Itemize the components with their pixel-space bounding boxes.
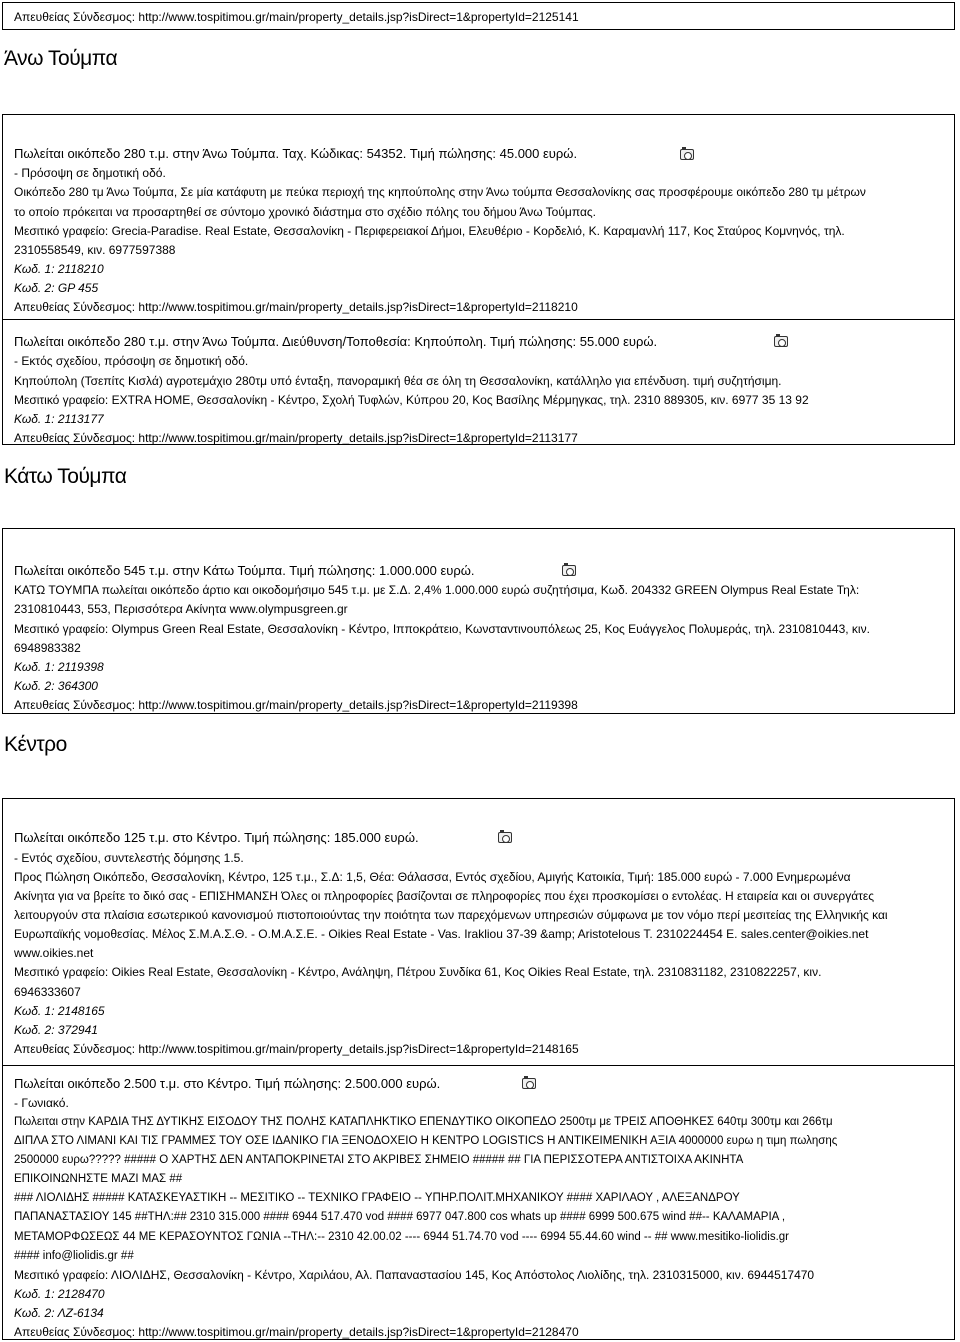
agency-info: Μεσιτικό γραφείο: Olympus Green Real Estate, Θεσσαλονίκη - Κέντρο, Ιπποκράτειο, Κωνσταντινουπόλεως 25, Κος Ευάγγελος Πολυμεράς, τηλ. 2310810443, κιν. [14,622,870,636]
code-1: Κωδ. 1: 2118210 [14,262,104,276]
listing-description: ΚΑΤΩ ΤΟΥΜΠΑ πωλείται οικόπεδο άρτιο και οικοδομήσιμο 545 τ.μ. με Σ.Δ. 2,4% 1.000.000 ευρώ συζητήσιμα, Κωδ. 204332 GREEN Olympus Real Estate Τηλ: [14,583,860,597]
listing-title: Πωλείται οικόπεδο 2.500 τ.μ. στο Κέντρο. Τιμή πώλησης: 2.500.000 ευρώ. [14,1076,441,1091]
listing-title: Πωλείται οικόπεδο 545 τ.μ. στην Κάτω Τούμπα. Τιμή πώλησης: 1.000.000 ευρώ. [14,563,475,578]
agency-info: Μεσιτικό γραφείο: Oikies Real Estate, Θεσσαλονίκη - Κέντρο, Ανάληψη, Πέτρου Συνδίκα 61, Κος Oikies Real Estate, τηλ. 2310831182, 2310822257, κιν. [14,965,822,979]
agency-info: Μεσιτικό γραφείο: EXTRA HOME, Θεσσαλονίκη - Κέντρο, Σχολή Τυφλών, Κύπρου 20, Κος Βασίλης Μέρμηγκας, τηλ. 2310 889305, κιν. 6977 35 13 92 [14,393,809,407]
listing-title: Πωλείται οικόπεδο 280 τ.μ. στην Άνω Τούμπα. Ταχ. Κώδικας: 54352. Τιμή πώλησης: 45.000 ευρώ. [14,146,578,161]
listing-description: 2310810443, 553, Περισσότερα Ακίνητα www.olympusgreen.gr [14,602,348,616]
listing-features: - Γωνιακό. [14,1096,69,1110]
listing-description: ### ΛΙΟΛΙΔΗΣ ##### ΚΑΤΑΣΚΕΥΑΣΤΙΚΗ -- ΜΕΣΙΤΙΚΟ -- ΤΕΧΝΙΚΟ ΓΡΑΦΕΙΟ -- ΥΠΗΡ.ΠΟΛΙΤ.ΜΗΧΑΝΙΚΟΥ #### ΧΑΡΙΛΑΟΥ , ΑΛΕΞΑΝΔΡΟΥ [14,1192,740,1204]
section-heading-kentro: Κέντρο [4,733,67,756]
listing-description: ΕΠΙΚΟΙΝΩΝΗΣΤΕ ΜΑΖΙ ΜΑΣ ## [14,1173,183,1185]
listing-features: - Πρόσοψη σε δημοτική οδό. [14,166,166,180]
direct-link[interactable]: Απευθείας Σύνδεσμος: http://www.tospitimou.gr/main/property_details.jsp?isDirect=1&propertyId=2118210 [14,300,578,314]
listing-description: Πωλειται στην ΚΑΡΔΙΑ ΤΗΣ ΔΥΤΙΚΗΣ ΕΙΣΟΔΟΥ ΤΗΣ ΠΟΛΗΣ ΚΑΤΑΠΛΗΚΤΙΚΟ ΕΠΕΝΔΥΤΙΚΟ ΟΙΚΟΠΕΔΟ 2500τμ με ΤΡΕΙΣ ΑΠΟΘΗΚΕΣ 640τμ 300τμ και 266τμ [14,1116,833,1128]
agency-info: 2310558549, κιν. 6977597388 [14,243,176,257]
listing-title: Πωλείται οικόπεδο 280 τ.μ. στην Άνω Τούμπα. Διεύθυνση/Τοποθεσία: Κηπούπολη. Τιμή πώλησης: 55.000 ευρώ. [14,334,658,349]
code-2: Κωδ. 2: 372941 [14,1023,98,1037]
code-1: Κωδ. 1: 2128470 [14,1287,105,1301]
agency-info: Μεσιτικό γραφείο: ΛΙΟΛΙΔΗΣ, Θεσσαλονίκη - Κέντρο, Χαριλάου, Αλ. Παπαναστασίου 145, Κος Απόστολος Λιολίδης, τηλ. 2310315000, κιν. 6944517470 [14,1268,815,1282]
section-heading-ano-toumpa: Άνω Τούμπα [4,47,118,70]
direct-link[interactable]: Απευθείας Σύνδεσμος: http://www.tospitimou.gr/main/property_details.jsp?isDirect=1&propertyId=2128470 [14,1325,579,1339]
agency-info: 6946333607 [14,985,81,999]
listing-features: - Εντός σχεδίου, συντελεστής δόμησης 1.5. [14,851,244,865]
listing-description: Κηπούπολη (Τσεπίτς Κισλά) αγροτεμάχιο 280τμ υπό ένταξη, πανοραμική θέα σε όλη τη Θεσσαλονίκη, κατάλληλο για επένδυση. τιμή συζητήσιμη. [14,374,782,388]
listing-description: ΠΑΠΑΝΑΣΤΑΣΙΟΥ 145 ##ΤΗΛ:## 2310 315.000 #### 6944 517.470 vod #### 6977 047.800 cos whats up #### 6999 500.675 wind ##-- ΚΑΛΑΜΑΡΙΑ , [14,1211,786,1223]
listing-box [2,528,955,714]
code-2: Κωδ. 2: ΛΖ-6134 [14,1306,104,1320]
listing-title: Πωλείται οικόπεδο 125 τ.μ. στο Κέντρο. Τιμή πώλησης: 185.000 ευρώ. [14,830,419,845]
listing-description: Προς Πώληση Οικόπεδο, Θεσσαλονίκη, Κέντρο, 125 τ.μ., Σ.Δ: 1,5, Θέα: Θάλασσα, Εντός σχεδίου, Αμιγής Κατοικία, Τιμή: 185.000 ευρώ - 7.000 Ενημερωμένα [14,870,851,884]
listing-description: www.oikies.net [14,946,94,960]
code-2: Κωδ. 2: GP 455 [14,281,99,295]
listing-description: λειτουργούν στα πλαίσια εσωτερικού κανονισμού πιστοποιούντας την ποιότητα των παρεχόμενων υπηρεσιών σύμφωνα με τον νόμο περί μεσιτείας της Ελληνικής και [14,908,888,922]
section-heading-kato-toumpa: Κάτω Τούμπα [4,465,127,488]
code-1: Κωδ. 1: 2113177 [14,412,104,426]
camera-icon[interactable] [774,336,788,347]
listing-description: το οποίο πρόκειται να προσαρτηθεί σε σύντομο χρονικό διάστημα στο σχέδιο πόλης του δήμου Άνω Τούμπας. [14,205,596,219]
listing-description: Οικόπεδο 280 τμ Άνω Τούμπα, Σε μία κατάφυτη με πεύκα περιοχή της κηπούπολης στην Άνω τούμπα Θεσσαλονίκης σας προσφέρουμε οικόπεδο 280 τμ μέτρων [14,185,866,199]
listing-description: Ακίνητα για να βρείτε το δικό σας - ΕΠΙΣΗΜΑΝΣΗ Όλες οι πληροφορίες βασίζονται σε πληροφορίες που έχει προσκομίσει ο εντολέας. Η εταιρεία και οι συνεργάτες [14,889,875,903]
code-1: Κωδ. 1: 2148165 [14,1004,105,1018]
camera-icon[interactable] [562,565,576,576]
agency-info: 6948983382 [14,641,81,655]
direct-link[interactable]: Απευθείας Σύνδεσμος: http://www.tospitimou.gr/main/property_details.jsp?isDirect=1&propertyId=2113177 [14,431,578,445]
code-1: Κωδ. 1: 2119398 [14,660,104,674]
agency-info: Μεσιτικό γραφείο: Grecia-Paradise. Real Estate, Θεσσαλονίκη - Περιφερειακοί Δήμοι, Ελευθέριο - Κορδελιό, Κ. Καραμανλή 117, Κος Σταύρος Κομνηνός, τηλ. [14,224,845,238]
listing-description: Ευρωπαϊκής νομοθεσίας. Μέλος Σ.Μ.Α.Σ.Θ. - Ο.Μ.Α.Σ.Ε. - Oikies Real Estate - Vas. Irakliou 37-39 &amp; Aristotelous T. 2310224454 E. sales.center@oikies.net [14,927,869,941]
listing-features: - Εκτός σχεδίου, πρόσοψη σε δημοτική οδό. [14,354,249,368]
direct-link[interactable]: Απευθείας Σύνδεσμος: http://www.tospitimou.gr/main/property_details.jsp?isDirect=1&propertyId=2148165 [14,1042,579,1056]
code-2: Κωδ. 2: 364300 [14,679,98,693]
camera-icon[interactable] [680,149,694,160]
listing-description: #### info@liolidis.gr ## [14,1250,134,1262]
listing-description: 2500000 ευρω????? ##### Ο ΧΑΡΤΗΣ ΔΕΝ ΑΝΤΑΠΟΚΡΙΝΕΤΑΙ ΣΤΟ ΑΚΡΙΒΕΣ ΣΗΜΕΙΟ ##### ## ΓΙΑ ΠΕΡΙΣΣΟΤΕΡΑ ΑΝΤΙΣΤΟΙΧΑ ΑΚΙΝΗΤΑ [14,1154,744,1166]
listing-description: ΜΕΤΑΜΟΡΦΩΣΕΩΣ 44 ΜΕ ΚΕΡΑΣΟΥΝΤΟΣ ΓΩΝΙΑ --ΤΗΛ:-- 2310 42.00.02 ---- 6944 51.74.70 vod ---- 6994 55.44.60 wind -- ## www.mesitiko-liolidis.gr [14,1231,789,1243]
camera-icon[interactable] [498,832,512,843]
camera-icon[interactable] [522,1078,536,1089]
direct-link[interactable]: Απευθείας Σύνδεσμος: http://www.tospitimou.gr/main/property_details.jsp?isDirect=1&propertyId=2119398 [14,698,578,712]
listing-description: ΔΙΠΛΑ ΣΤΟ ΛΙΜΑΝΙ ΚΑΙ ΤΙΣ ΓΡΑΜΜΕΣ ΤΟΥ ΟΣΕ ΙΔΑΝΙΚΟ ΓΙΑ ΞΕΝΟΔΟΧΕΙΟ Η ΚΕΝΤΡΟ LOGISTICS Η ΑΝΤΙΚΕΙΜΕΝΙΚΗ ΑΞΙΑ 4000000 ευρω η τιμη πωλησης [14,1135,838,1147]
direct-link[interactable]: Απευθείας Σύνδεσμος: http://www.tospitimou.gr/main/property_details.jsp?isDirect=1&propertyId=2125141 [14,10,579,24]
